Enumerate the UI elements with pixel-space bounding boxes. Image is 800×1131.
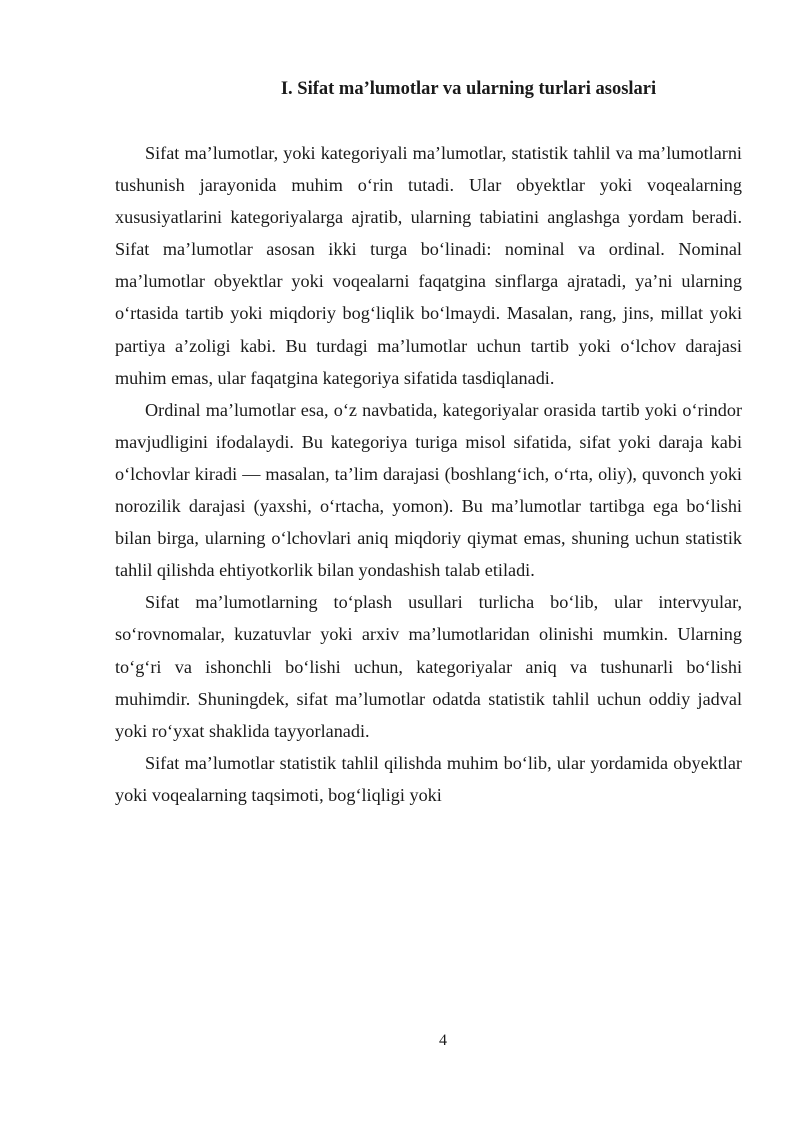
paragraph: Ordinal ma’lumotlar esa, o‘z navbatida, kategoriyalar orasida tartib yoki o‘rindor mavjudligini ifodalaydi. Bu kategoriya turiga misol sifatida, sifat yoki daraja kabi o‘lchovlar kiradi — masalan, ta’lim darajasi (boshlang‘ich, o‘rta, oliy), quvonch yoki norozilik darajasi (yaxshi, o‘rtacha, yomon). Bu ma’lumotlar tartibga ega bo‘lishi bilan birga, ularning o‘lchovlari aniq miqdoriy qiymat emas, shuning uchun statistik tahlil qilishda ehtiyotkorlik bilan yondashish talab etiladi. bbox=[115, 399, 742, 581]
paragraph: Sifat ma’lumotlarning to‘plash usullari turlicha bo‘lib, ular intervyular, so‘rovnomalar, kuzatuvlar yoki arxiv ma’lumotlaridan olinishi mumkin. Ularning to‘g‘ri va ishonchli bo‘lishi uchun, kategoriyalar aniq va tushunarli bo‘lishi muhimdir. Shuningdek, sifat ma’lumotlar odatda statistik tahlil uchun oddiy jadval yoki ro‘yxat shaklida tayyorlanadi. bbox=[115, 592, 742, 741]
section-heading: I. Sifat ma’lumotlar va ularning turlari asoslari bbox=[280, 79, 657, 99]
page-number: 4 bbox=[439, 1032, 447, 1049]
paragraph: Sifat ma’lumotlar, yoki kategoriyali ma’lumotlar, statistik tahlil va ma’lumotlarni tushunish jarayonida muhim o‘rin tutadi. Ular obyektlar yoki voqealarning xususiyatlarini kategoriyalarga ajratib, ularning tabiatini anglashga yordam beradi. Sifat ma’lumotlar asosan ikki turga bo‘linadi: nominal va ordinal. Nominal ma’lumotlar obyektlar yoki voqealarni faqatgina sinflarga ajratadi, ya’ni ularning o‘rtasida tartib yoki miqdoriy bog‘liqlik bo‘lmaydi. Masalan, rang, jins, millat yoki partiya a’zoligi kabi. Bu turdagi ma’lumotlar uchun tartib yoki o‘lchov darajasi muhim emas, ular faqatgina kategoriya sifatida tasdiqlanadi. bbox=[115, 143, 742, 388]
body-text bbox=[115, 137, 742, 811]
paragraph: Sifat ma’lumotlar statistik tahlil qilishda muhim bo‘lib, ular yordamida obyektlar yoki voqealarning taqsimoti, bog‘liqligi yoki bbox=[115, 752, 742, 805]
